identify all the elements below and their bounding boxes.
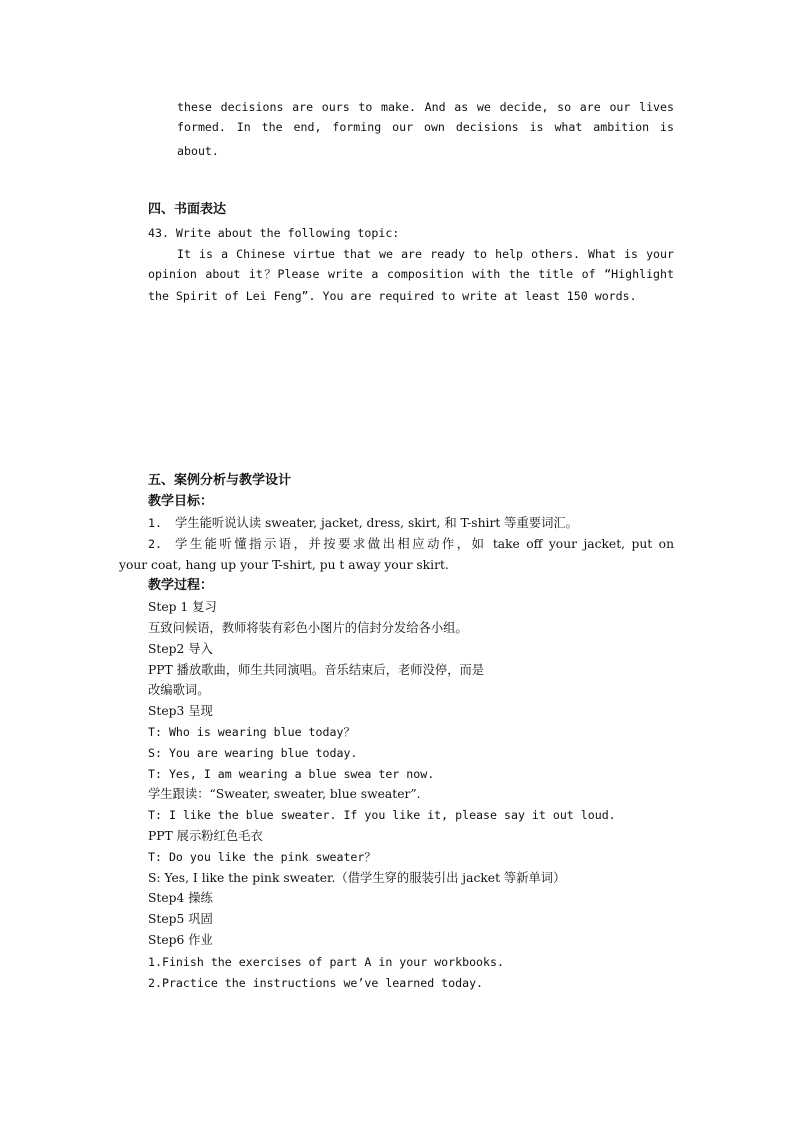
- homework-line: 1.Finish the exercises of part A in your workbooks.: [148, 955, 504, 969]
- process-line: Step6 作业: [148, 933, 213, 947]
- process-label: 教学过程：: [148, 578, 214, 593]
- dialogue-line: S: Yes, I like the pink sweater.（借学生穿的服装引出 jacket 等新单词）: [148, 871, 566, 885]
- process-line: PPT 播放歌曲，师生共同演唱。音乐结束后，老师没停，而是: [148, 663, 485, 677]
- process-line: Step2 导入: [148, 642, 213, 656]
- passage-line-1: these decisions are ours to make. And as we decide, so are our lives: [177, 100, 674, 114]
- writing-question: 43. Write about the following topic:: [148, 226, 400, 240]
- process-line: 互致问候语，教师将装有彩色小图片的信封分发给各小组。: [148, 621, 468, 635]
- process-line: 改编歌词。: [148, 683, 210, 697]
- process-line: Step5 巩固: [148, 912, 213, 926]
- process-line: Step 1 复习: [148, 600, 217, 614]
- goal-1-text: 学生能听说认读 sweater, jacket, dress, skirt, 和 T-shirt 等重要词汇。: [175, 516, 578, 530]
- goals-label: 教学目标：: [148, 494, 214, 509]
- process-line: Step4 操练: [148, 891, 213, 905]
- passage-line-2: formed. In the end, forming our own decisions is what ambition is: [177, 120, 674, 134]
- goal-2-number: 2.: [148, 537, 162, 551]
- passage-line-3: about.: [177, 144, 219, 158]
- case-heading: 五、案例分析与教学设计: [148, 473, 292, 488]
- goal-2-text-b: your coat, hang up your T-shirt, pu t away your skirt.: [119, 558, 449, 572]
- dialogue-line: T: Do you like the pink sweater？: [148, 850, 376, 864]
- writing-prompt-line-1: It is a Chinese virtue that we are ready to help others. What is your: [177, 247, 674, 261]
- process-line: Step3 呈现: [148, 704, 213, 718]
- dialogue-line: T: Yes, I am wearing a blue swea ter now.: [148, 767, 435, 781]
- writing-heading: 四、书面表达: [148, 202, 227, 217]
- writing-prompt-line-3: the Spirit of Lei Feng”. You are required to write at least 150 words.: [148, 289, 637, 303]
- writing-prompt-line-2: opinion about it？Please write a composition with the title of “Highlight: [148, 267, 674, 281]
- dialogue-line: T: Who is wearing blue today？: [148, 725, 356, 739]
- goal-1-number: 1.: [148, 516, 162, 530]
- dialogue-line: S: You are wearing blue today.: [148, 746, 358, 760]
- dialogue-line: 学生跟读：“Sweater, sweater, blue sweater”.: [148, 787, 421, 801]
- process-line: PPT 展示粉红色毛衣: [148, 829, 263, 843]
- homework-line: 2.Practice the instructions we’ve learned today.: [148, 976, 484, 990]
- goal-2-text-a: 学生能听懂指示语，并按要求做出相应动作，如 take off your jacket, put on: [175, 537, 674, 551]
- dialogue-line: T: I like the blue sweater. If you like it, please say it out loud.: [148, 808, 616, 822]
